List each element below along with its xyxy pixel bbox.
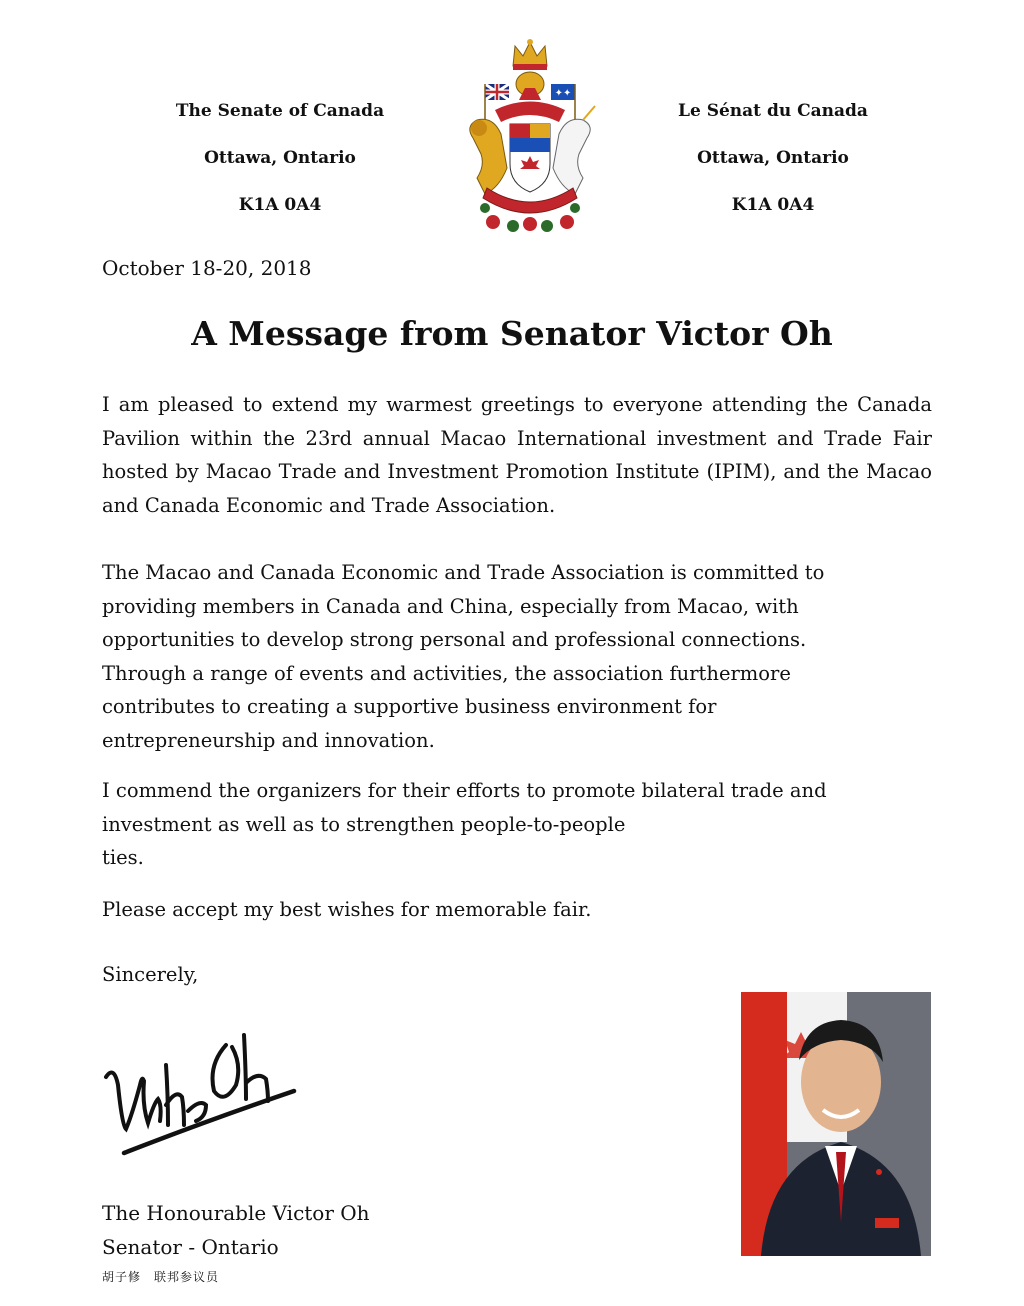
paragraph-line: entrepreneurship and innovation. bbox=[102, 728, 435, 752]
paragraph-line: Through a range of events and activities, the association furthermore bbox=[102, 661, 791, 685]
signatory-block bbox=[102, 1196, 370, 1264]
signatory-title: Senator - Ontario bbox=[102, 1235, 279, 1259]
paragraph-line: investment as well as to strengthen people-to-people bbox=[102, 812, 626, 836]
closing-salutation: Sincerely, bbox=[102, 963, 199, 986]
letter-date: October 18-20, 2018 bbox=[102, 256, 312, 280]
paragraph-greeting: I am pleased to extend my warmest greetings to everyone attending the Canada Pavilion within the 23rd annual Macao International investment and Trade Fair hosted by Macao Trade and Investment Promotion Institute (IPIM), and the Macao and Canada Economic and Trade Association. bbox=[102, 393, 932, 517]
letter-title: A Message from Senator Victor Oh bbox=[191, 314, 833, 353]
paragraph-association bbox=[102, 556, 932, 757]
paragraph-commendation bbox=[102, 774, 932, 875]
paragraph-line: ties. bbox=[102, 846, 144, 869]
signatory-name: The Honourable Victor Oh bbox=[102, 1201, 370, 1225]
city-fr: Ottawa, Ontario bbox=[697, 148, 849, 168]
signatory-chinese-name: 胡子修 联邦参议员 bbox=[102, 1270, 220, 1284]
coat-of-arms-icon bbox=[455, 38, 605, 238]
paragraph-line: I commend the organizers for their efforts to promote bilateral trade and bbox=[102, 779, 827, 802]
senator-portrait-photo bbox=[741, 992, 931, 1256]
svg-text:✦✦: ✦✦ bbox=[554, 88, 572, 99]
postal-code-fr: K1A 0A4 bbox=[731, 195, 815, 215]
paragraph-line: contributes to creating a supportive business environment for bbox=[102, 695, 717, 718]
header-french-address bbox=[643, 88, 903, 229]
paragraph-line: opportunities to develop strong personal and professional connections. bbox=[102, 628, 807, 651]
city-en: Ottawa, Ontario bbox=[204, 148, 356, 168]
header-english-address bbox=[150, 88, 410, 229]
paragraph-line: The Macao and Canada Economic and Trade Association is committed to bbox=[102, 561, 825, 584]
senate-name-en: The Senate of Canada bbox=[175, 101, 385, 121]
postal-code-en: K1A 0A4 bbox=[238, 195, 322, 215]
senate-name-fr: Le Sénat du Canada bbox=[678, 101, 868, 121]
paragraph-wishes: Please accept my best wishes for memorable fair. bbox=[102, 898, 592, 921]
handwritten-signature-icon bbox=[96, 1025, 306, 1165]
paragraph-line: providing members in Canada and China, especially from Macao, with bbox=[102, 594, 799, 618]
